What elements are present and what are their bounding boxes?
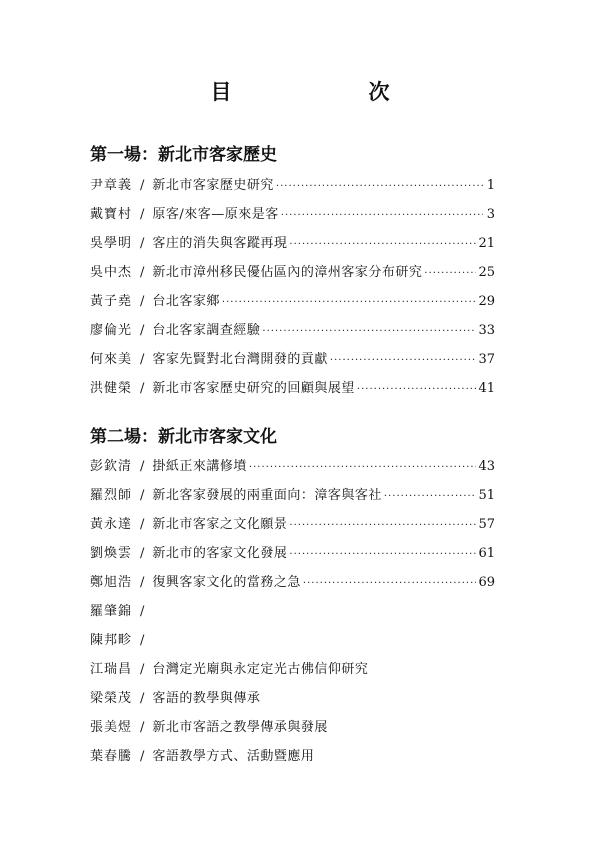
entry-author: 洪健榮 [90, 381, 133, 396]
entry-author: 吳學明 [90, 236, 133, 251]
dot-leader [357, 384, 477, 395]
entry-author: 彭欽清 [90, 459, 133, 474]
entry-author: 黃子堯 [90, 294, 133, 309]
entry-topic: 客語教學方式、活動暨應用 [152, 749, 315, 764]
entry-topic: 台北客家鄉 [152, 294, 220, 309]
toc-entry[interactable] [90, 629, 495, 651]
entry-separator: / [140, 517, 145, 532]
entry-separator: / [140, 236, 145, 251]
entry-author: 劉煥雲 [90, 546, 133, 561]
toc-entry[interactable] [90, 455, 495, 477]
entry-author: 葉春騰 [90, 749, 133, 764]
entry-author: 鄭旭浩 [90, 575, 133, 590]
entry-separator: / [140, 720, 145, 735]
entry-author: 尹章義 [90, 178, 133, 193]
entry-topic: 新北市的客家文化發展 [152, 546, 288, 561]
dot-leader [289, 549, 476, 560]
dot-leader [249, 462, 477, 473]
entry-page-number: 43 [478, 459, 495, 474]
dot-leader [281, 210, 483, 221]
toc-entry[interactable] [90, 542, 495, 564]
dot-leader [289, 520, 476, 531]
entry-separator: / [140, 662, 145, 677]
entry-topic: 新北市客家之文化願景 [152, 517, 288, 532]
entry-topic: 新北市客家歷史研究 [152, 178, 274, 193]
toc-entry[interactable] [90, 290, 495, 312]
entry-separator: / [140, 633, 145, 648]
dot-leader [262, 326, 476, 337]
entry-topic: 客庄的消失與客蹤再現 [152, 236, 288, 251]
toc-entry[interactable] [90, 571, 495, 593]
toc-entry[interactable] [90, 687, 495, 709]
entry-page-number: 41 [478, 381, 495, 396]
entry-separator: / [140, 691, 145, 706]
toc-entry[interactable] [90, 377, 495, 399]
dot-leader [289, 239, 476, 250]
toc-entry[interactable] [90, 174, 495, 196]
entry-page-number: 3 [486, 207, 495, 222]
entry-author: 廖倫光 [90, 323, 133, 338]
entry-separator: / [140, 488, 145, 503]
page-title: 目 次 [210, 79, 448, 104]
entry-page-number: 37 [478, 352, 495, 367]
section-heading-1: 第一場：新北市客家歷史 [90, 145, 277, 165]
entry-author: 江瑞昌 [90, 662, 133, 677]
entry-separator: / [140, 265, 145, 280]
entry-author: 羅烈師 [90, 488, 133, 503]
toc-entry[interactable] [90, 319, 495, 341]
entry-author: 梁榮茂 [90, 691, 133, 706]
dot-leader [276, 181, 483, 192]
entry-page-number: 57 [478, 517, 495, 532]
entry-separator: / [140, 575, 145, 590]
entry-author: 張美煜 [90, 720, 133, 735]
entry-topic: 原客/來客—原來是客 [152, 207, 279, 222]
entry-separator: / [140, 604, 145, 619]
dot-leader [424, 268, 476, 279]
entry-topic: 掛紙正來講修墳 [152, 459, 247, 474]
entry-separator: / [140, 207, 145, 222]
entry-page-number: 69 [478, 575, 495, 590]
entry-separator: / [140, 546, 145, 561]
toc-entry[interactable] [90, 261, 495, 283]
entry-page-number: 1 [486, 178, 495, 193]
entry-topic: 新北市漳州移民優佔區內的漳州客家分布研究 [152, 265, 423, 280]
toc-entry[interactable] [90, 232, 495, 254]
dot-leader [222, 297, 477, 308]
entry-topic: 台灣定光廟與永定定光古佛信仰研究 [152, 662, 369, 677]
entry-author: 戴寶村 [90, 207, 133, 222]
toc-entry[interactable] [90, 348, 495, 370]
entry-topic: 客家先賢對北台灣開發的貢獻 [152, 352, 328, 367]
section-heading-2: 第二場：新北市客家文化 [90, 427, 277, 447]
entry-separator: / [140, 294, 145, 309]
entry-page-number: 33 [478, 323, 495, 338]
entry-topic: 新北客家發展的兩重面向：漳客與客社 [152, 488, 382, 503]
entry-topic: 客語的教學與傳承 [152, 691, 261, 706]
entry-author: 黃永達 [90, 517, 133, 532]
entry-page-number: 29 [478, 294, 495, 309]
entry-separator: / [140, 352, 145, 367]
toc-entry[interactable] [90, 484, 495, 506]
toc-entry[interactable] [90, 203, 495, 225]
toc-entry[interactable] [90, 658, 495, 680]
entry-separator: / [140, 381, 145, 396]
entry-page-number: 21 [478, 236, 495, 251]
entry-topic: 新北市客語之教學傳承與發展 [152, 720, 328, 735]
entry-separator: / [140, 178, 145, 193]
entry-page-number: 25 [478, 265, 495, 280]
entry-separator: / [140, 459, 145, 474]
toc-entry[interactable] [90, 745, 495, 767]
toc-entry[interactable] [90, 716, 495, 738]
entry-author: 何來美 [90, 352, 133, 367]
entry-topic: 台北客家調查經驗 [152, 323, 261, 338]
toc-entry[interactable] [90, 600, 495, 622]
entry-page-number: 61 [478, 546, 495, 561]
entry-separator: / [140, 749, 145, 764]
entry-author: 陳邦畛 [90, 633, 133, 648]
dot-leader [303, 578, 477, 589]
entry-author: 羅肇錦 [90, 604, 133, 619]
entry-separator: / [140, 323, 145, 338]
entry-author: 吳中杰 [90, 265, 133, 280]
entry-page-number: 51 [478, 488, 495, 503]
toc-entry[interactable] [90, 513, 495, 535]
entry-topic: 新北市客家歷史研究的回顧與展望 [152, 381, 355, 396]
entry-topic: 復興客家文化的當務之急 [152, 575, 301, 590]
dot-leader [330, 355, 477, 366]
dot-leader [384, 491, 477, 502]
